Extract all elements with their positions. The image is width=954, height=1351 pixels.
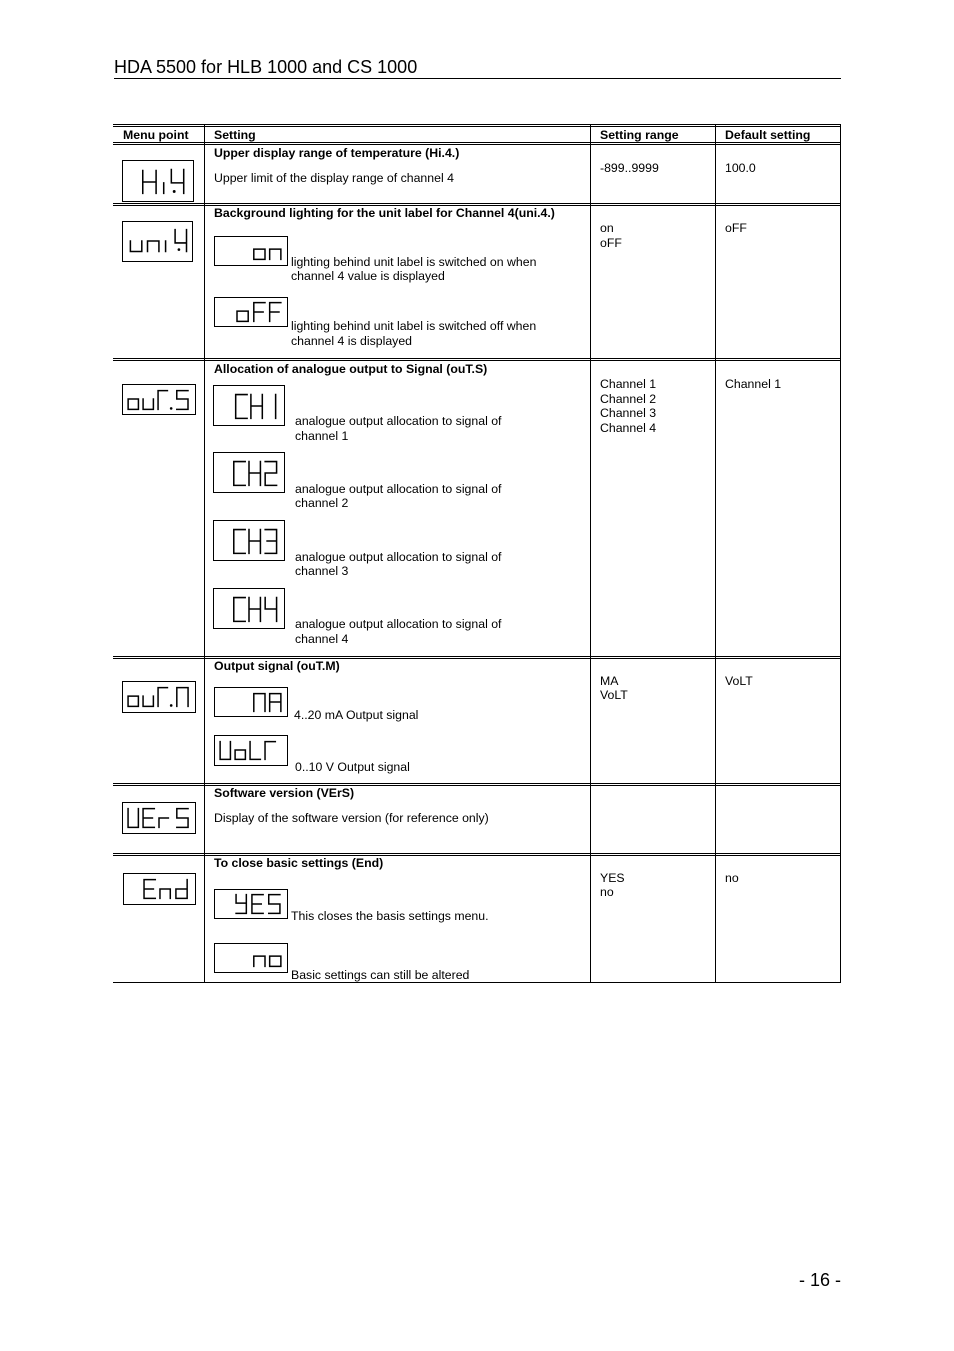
setting-range-value: YES bbox=[600, 871, 625, 885]
lcd-option-on bbox=[214, 236, 288, 266]
lcd-display-uni4 bbox=[122, 221, 193, 262]
option-text: channel 1 bbox=[295, 429, 349, 443]
column-divider bbox=[204, 125, 205, 983]
column-header-setting-range: Setting range bbox=[600, 128, 679, 142]
setting-title: Software version (VErS) bbox=[214, 786, 355, 800]
lcd-display-end bbox=[123, 873, 196, 905]
lcd-option-volt bbox=[214, 735, 288, 766]
setting-description: Display of the software version (for reference only) bbox=[214, 811, 489, 825]
setting-range-value: MA bbox=[600, 674, 619, 688]
default-setting-value: no bbox=[725, 871, 739, 885]
column-divider bbox=[715, 125, 716, 983]
setting-range-value: -899..9999 bbox=[600, 161, 659, 175]
header-rule bbox=[114, 78, 841, 79]
option-text: lighting behind unit label is switched off when bbox=[291, 319, 537, 333]
option-text: This closes the basis settings menu. bbox=[291, 909, 489, 923]
setting-range-value: on bbox=[600, 221, 614, 235]
lcd-option-no bbox=[214, 943, 288, 973]
setting-description: Upper limit of the display range of channel 4 bbox=[214, 171, 454, 185]
row-divider bbox=[113, 360, 841, 361]
default-setting-value: Channel 1 bbox=[725, 377, 782, 391]
setting-title: Allocation of analogue output to Signal (ouT.S) bbox=[214, 362, 488, 376]
lcd-option-off bbox=[214, 297, 288, 327]
option-text: lighting behind unit label is switched on when bbox=[291, 255, 537, 269]
row-divider bbox=[113, 656, 841, 657]
table-bottom-rule bbox=[113, 982, 841, 983]
row-divider bbox=[113, 358, 841, 359]
option-text: Basic settings can still be altered bbox=[291, 968, 470, 982]
table-top-rule bbox=[113, 124, 841, 125]
option-text: analogue output allocation to signal of bbox=[295, 482, 502, 496]
setting-title: Background lighting for the unit label for Channel 4(uni.4.) bbox=[214, 206, 555, 220]
setting-range-value: Channel 1 bbox=[600, 377, 657, 391]
page-number: - 16 - bbox=[798, 1270, 841, 1290]
option-text: 0..10 V Output signal bbox=[295, 760, 410, 774]
option-text: analogue output allocation to signal of bbox=[295, 414, 502, 428]
default-setting-value: VoLT bbox=[725, 674, 753, 688]
lcd-option-yes bbox=[214, 889, 288, 919]
lcd-option-ch4 bbox=[213, 588, 285, 629]
column-header-default-setting: Default setting bbox=[725, 128, 811, 142]
default-setting-value: 100.0 bbox=[725, 161, 756, 175]
setting-range-value: Channel 2 bbox=[600, 392, 657, 406]
column-header-menu-point: Menu point bbox=[123, 128, 189, 142]
row-divider bbox=[113, 783, 841, 784]
setting-title: Output signal (ouT.M) bbox=[214, 659, 340, 673]
column-divider bbox=[590, 125, 591, 983]
setting-range-value: no bbox=[600, 885, 614, 899]
table-right-border bbox=[840, 125, 841, 983]
setting-range-value: Channel 3 bbox=[600, 406, 657, 420]
option-text: channel 4 is displayed bbox=[291, 334, 412, 348]
lcd-display-outs bbox=[122, 384, 196, 415]
setting-title: To close basic settings (End) bbox=[214, 856, 384, 870]
lcd-option-ma bbox=[214, 687, 288, 717]
option-text: analogue output allocation to signal of bbox=[295, 617, 502, 631]
option-text: 4..20 mA Output signal bbox=[294, 708, 419, 722]
header-bottom-rule-2 bbox=[113, 144, 841, 145]
row-divider bbox=[113, 203, 841, 204]
setting-range-value: VoLT bbox=[600, 688, 628, 702]
lcd-option-ch1 bbox=[213, 385, 285, 426]
option-text: analogue output allocation to signal of bbox=[295, 550, 502, 564]
lcd-display-vers bbox=[122, 802, 196, 834]
option-text: channel 2 bbox=[295, 496, 349, 510]
lcd-display-hi4 bbox=[122, 160, 194, 202]
document-title: HDA 5500 for HLB 1000 and CS 1000 bbox=[114, 57, 418, 77]
row-divider bbox=[113, 853, 841, 854]
option-text: channel 4 value is displayed bbox=[291, 269, 445, 283]
column-header-setting: Setting bbox=[214, 128, 256, 142]
table-top-rule-2 bbox=[113, 126, 841, 127]
default-setting-value: oFF bbox=[725, 221, 747, 235]
lcd-option-ch3 bbox=[213, 520, 285, 561]
option-text: channel 3 bbox=[295, 564, 349, 578]
setting-range-value: oFF bbox=[600, 236, 622, 250]
lcd-display-outm bbox=[122, 681, 196, 713]
lcd-option-ch2 bbox=[213, 452, 285, 493]
setting-title: Upper display range of temperature (Hi.4.) bbox=[214, 146, 460, 160]
option-text: channel 4 bbox=[295, 632, 349, 646]
setting-range-value: Channel 4 bbox=[600, 421, 657, 435]
